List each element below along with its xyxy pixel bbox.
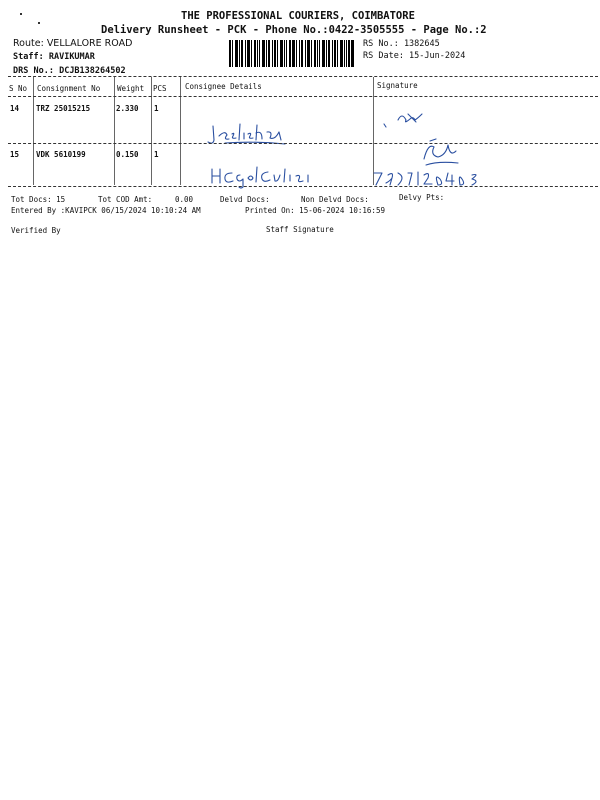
delvd-docs: Delvd Docs: [220, 195, 270, 204]
col-divider [180, 77, 181, 185]
col-divider [114, 77, 115, 185]
company-title: THE PROFESSIONAL COURIERS, COIMBATORE [181, 10, 415, 22]
tot-cod-value: 0.00 [175, 195, 194, 204]
cell-weight: 0.150 [116, 150, 139, 159]
col-header-pcs: PCS [153, 84, 167, 93]
table-bottom-border [8, 186, 598, 187]
staff-signature: Staff Signature [266, 225, 334, 234]
cell-weight: 2.330 [116, 104, 139, 113]
route-line [13, 38, 132, 49]
tot-cod-label: Tot COD Amt: [98, 195, 153, 204]
header-divider [8, 96, 598, 97]
drs-line [13, 66, 126, 76]
cell-pcs: 1 [154, 150, 159, 159]
verified-by: Verified By [11, 226, 61, 235]
staff-line [13, 52, 95, 62]
printed-on: Printed On: 15-06-2024 10:16:59 [245, 206, 385, 215]
scan-speck [20, 13, 22, 15]
col-divider [151, 77, 152, 185]
col-header-signature: Signature [377, 81, 418, 90]
col-divider [33, 77, 34, 185]
route-label: Route: [13, 38, 44, 49]
col-header-weight: Weight [117, 84, 145, 93]
barcode-image [229, 40, 354, 67]
signature-handwriting [368, 137, 498, 189]
staff-label: Staff: [13, 52, 44, 62]
table-top-border [8, 76, 598, 77]
col-header-sno: S No [9, 84, 28, 93]
signature-handwriting [380, 110, 430, 130]
scan-speck [38, 22, 40, 24]
cell-sno: 15 [10, 150, 20, 159]
rs-number: RS No.: 1382645 [363, 39, 440, 49]
col-header-consignment: Consignment No [37, 84, 101, 93]
rs-date: RS Date: 15-Jun-2024 [363, 51, 466, 61]
cell-sno: 14 [10, 104, 20, 113]
cell-pcs: 1 [154, 104, 159, 113]
runsheet-subtitle: Delivery Runsheet - PCK - Phone No.:0422-3505555 - Page No.:2 [101, 24, 487, 36]
cell-consignment: VDK 5610199 [36, 150, 86, 159]
route-value: VELLALORE ROAD [46, 38, 133, 49]
tot-docs: Tot Docs: 15 [11, 195, 66, 204]
row-divider [8, 143, 598, 144]
col-header-consignee: Consignee Details [185, 82, 262, 91]
cell-consignment: TRZ 25015215 [36, 104, 91, 113]
drs-label: DRS No.: [13, 66, 54, 76]
drs-value: DCJB138264502 [59, 66, 126, 76]
entered-by: Entered By :KAVIPCK 06/15/2024 10:10:24 AM [11, 206, 201, 215]
delvy-pts: Delvy Pts: [399, 193, 445, 202]
non-delvd-docs: Non Delvd Docs: [301, 195, 369, 204]
staff-value: RAVIKUMAR [48, 52, 95, 62]
